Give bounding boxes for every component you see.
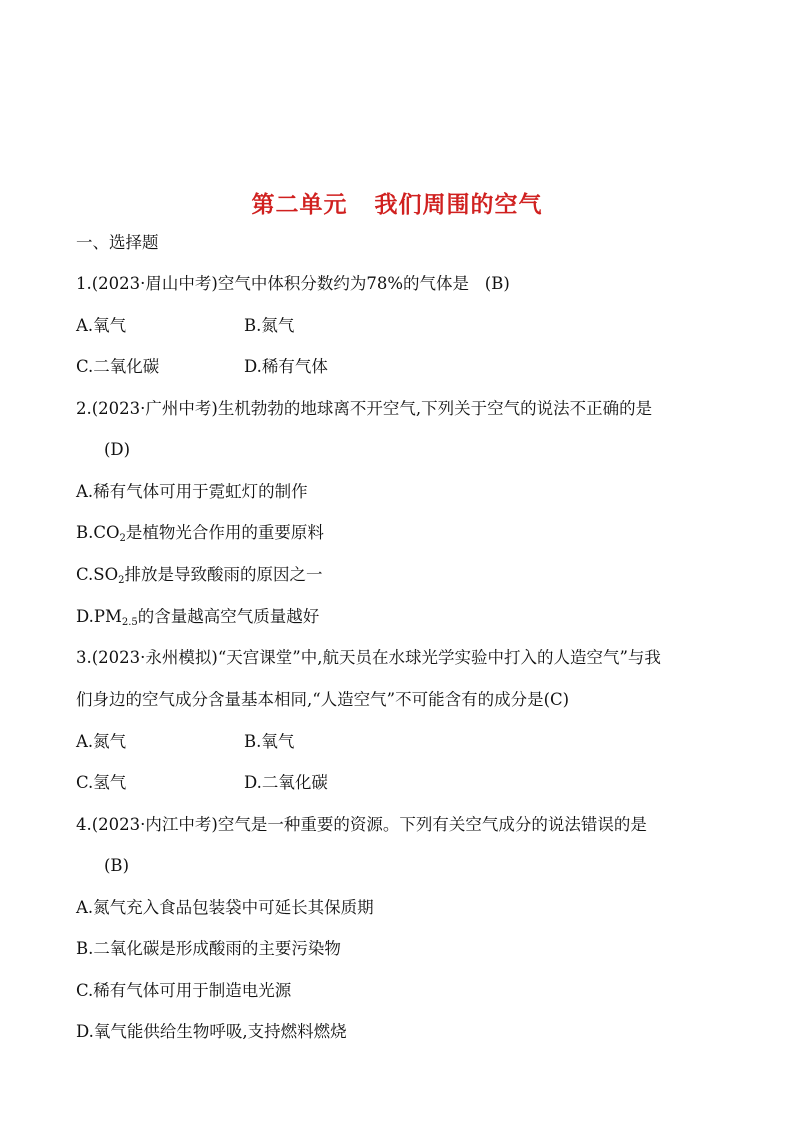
question-1-option-b: B.氮气 bbox=[244, 316, 295, 335]
question-2-answer: (D) bbox=[104, 440, 131, 459]
question-1-stem: 1.(2023·眉山中考)空气中体积分数约为78%的气体是 (B) bbox=[76, 274, 510, 293]
question-2-option-c bbox=[76, 564, 323, 586]
question-3-option-d: D.二氧化碳 bbox=[244, 773, 328, 792]
option-b-prefix: B.CO bbox=[76, 523, 120, 542]
question-4-answer: (B) bbox=[104, 856, 129, 875]
question-3-option-c: C.氢气 bbox=[76, 773, 127, 792]
section-heading: 一、选择题 bbox=[76, 233, 159, 252]
option-d-text: 的含量越高空气质量越好 bbox=[137, 607, 320, 626]
question-1-option-c: C.二氧化碳 bbox=[76, 357, 160, 376]
question-3-option-a: A.氮气 bbox=[76, 732, 127, 751]
question-4-option-a: A.氮气充入食品包装袋中可延长其保质期 bbox=[76, 898, 374, 917]
option-b-text: 是植物光合作用的重要原料 bbox=[125, 523, 324, 542]
question-2-stem-line1: 2.(2023·广州中考)生机勃勃的地球离不开空气,下列关于空气的说法不正确的是 bbox=[76, 399, 653, 418]
subscript: 2.5 bbox=[121, 617, 138, 628]
option-c-text: 排放是导致酸雨的原因之一 bbox=[124, 565, 323, 584]
question-3-option-b: B.氧气 bbox=[244, 732, 295, 751]
question-4-option-d: D.氧气能供给生物呼吸,支持燃料燃烧 bbox=[76, 1022, 347, 1041]
subscript: 2 bbox=[119, 533, 126, 544]
question-2-option-b bbox=[76, 522, 324, 544]
question-2-option-a: A.稀有气体可用于霓虹灯的制作 bbox=[76, 482, 308, 501]
question-4-stem-line1: 4.(2023·内江中考)空气是一种重要的资源。下列有关空气成分的说法错误的是 bbox=[76, 815, 647, 834]
question-1-option-d: D.稀有气体 bbox=[244, 357, 328, 376]
question-1-option-a: A.氧气 bbox=[76, 316, 127, 335]
question-3-stem-line2: 们身边的空气成分含量基本相同,“人造空气”不可能含有的成分是(C) bbox=[76, 690, 570, 709]
question-4-option-c: C.稀有气体可用于制造电光源 bbox=[76, 981, 292, 1000]
subscript: 2 bbox=[118, 575, 125, 586]
question-4-option-b: B.二氧化碳是形成酸雨的主要污染物 bbox=[76, 939, 341, 958]
option-c-prefix: C.SO bbox=[76, 565, 119, 584]
unit-title: 第二单元 我们周围的空气 bbox=[251, 192, 543, 218]
option-d-prefix: D.PM bbox=[76, 607, 122, 626]
question-2-option-d bbox=[76, 606, 319, 628]
question-3-stem-line1: 3.(2023·永州模拟)“天宫课堂”中,航天员在水球光学实验中打入的人造空气”与我 bbox=[76, 648, 661, 667]
